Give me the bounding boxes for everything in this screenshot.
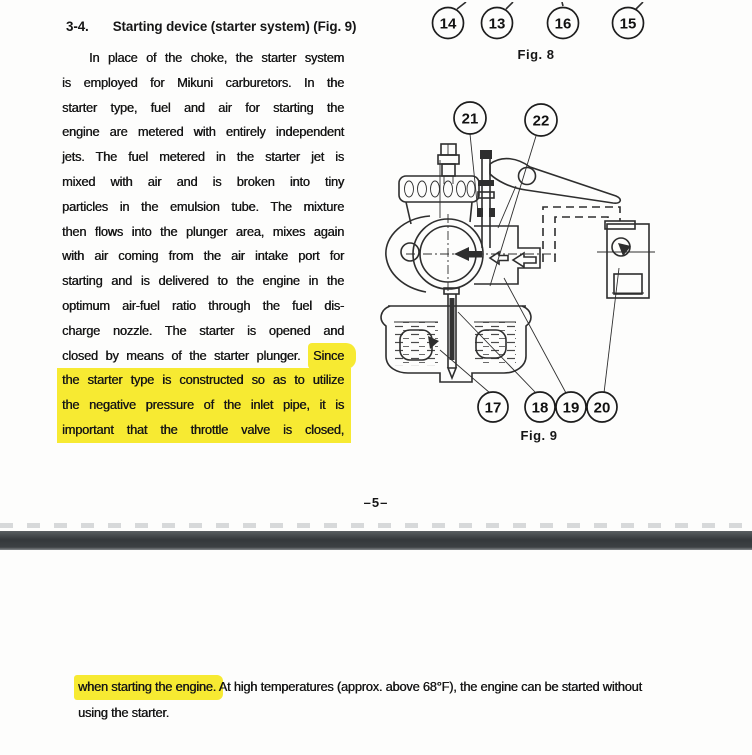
text-line: then flows into the plunger area, mixes again bbox=[62, 223, 344, 239]
starter-chamber bbox=[474, 226, 540, 284]
jet-fitting bbox=[438, 144, 459, 184]
text-line: particles in the emulsion tube. The mixture bbox=[62, 198, 344, 214]
text-line: engine are metered with entirely independent bbox=[62, 124, 344, 140]
fig9-callout-20: 20 bbox=[593, 399, 611, 417]
highlighted-text-line: the starter type is constructed so as to utilize bbox=[62, 368, 344, 393]
page-number: –5– bbox=[363, 495, 389, 510]
text-line: mixed with air and is broken into tiny bbox=[62, 173, 344, 189]
continuation-line-2: using the starter. bbox=[78, 705, 170, 720]
fig9-callout-17: 17 bbox=[484, 399, 502, 417]
continuation-line-1 bbox=[78, 679, 642, 694]
fig8-callout-13: 13 bbox=[488, 15, 506, 33]
text-segment: At high temperatures (approx. above 68°F), the engine can be started without bbox=[218, 679, 642, 694]
fig9-callout-22: 22 bbox=[532, 112, 550, 130]
carburetor-diagram bbox=[378, 100, 658, 425]
highlighted-text: when starting the engine. bbox=[74, 675, 223, 700]
text-line: In place of the choke, the starter system bbox=[89, 50, 344, 65]
section-heading bbox=[66, 19, 356, 34]
text-line: optimum air-fuel ratio through the fuel dis- bbox=[62, 297, 344, 313]
text-line: with air coming from the air intake port for bbox=[62, 248, 344, 264]
fig8-callout-16: 16 bbox=[554, 15, 572, 33]
fig8-callout-14: 14 bbox=[439, 15, 457, 33]
fig9-callout-18: 18 bbox=[531, 399, 549, 417]
page-divider bbox=[0, 531, 752, 550]
text-line: starter type, fuel and air for starting the bbox=[62, 99, 344, 115]
fig9-caption: Fig. 9 bbox=[520, 428, 558, 443]
text-line: charge nozzle. The starter is opened and bbox=[62, 322, 344, 338]
knurled-cap bbox=[399, 176, 479, 202]
starter-plunger bbox=[477, 150, 495, 248]
section-number: 3-4. bbox=[66, 19, 89, 34]
fig9-callout-21: 21 bbox=[461, 110, 479, 128]
flow-arrow bbox=[454, 247, 482, 261]
highlighted-text: Since bbox=[308, 343, 356, 369]
highlighted-text-line: the negative pressure of the inlet pipe, it is bbox=[62, 393, 344, 418]
section-title: Starting device (starter system) (Fig. 9) bbox=[112, 19, 357, 34]
highlighted-text-line: important that the throttle valve is closed, bbox=[62, 418, 344, 443]
fig8-caption: Fig. 8 bbox=[517, 47, 555, 62]
text-line: starting and is delivered to the engine in the bbox=[62, 273, 344, 289]
text-line-partial-highlight bbox=[62, 344, 344, 369]
inlet-pipe-component bbox=[597, 221, 655, 298]
text-segment: closed by means of the starter plunger. bbox=[62, 347, 301, 363]
text-line: is employed for Mikuni carburetors. In the bbox=[62, 74, 344, 90]
fig8-callout-strip bbox=[415, 2, 655, 42]
body-paragraph bbox=[62, 46, 344, 443]
text-line: jets. The fuel metered in the starter jet is bbox=[62, 149, 344, 165]
scan-artifact-dashes bbox=[0, 523, 752, 528]
fig9-callout-19: 19 bbox=[562, 399, 580, 417]
fig8-callout-15: 15 bbox=[619, 15, 637, 33]
